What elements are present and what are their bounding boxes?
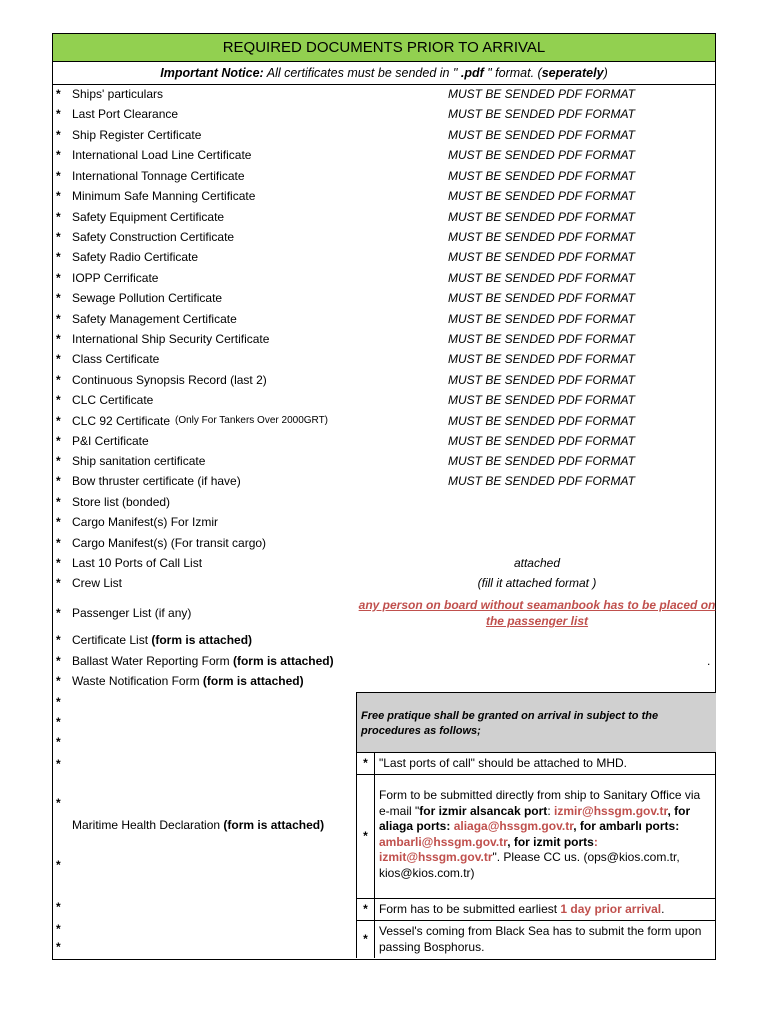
item-label: Cargo Manifest(s) For Izmir — [72, 515, 219, 529]
list-item — [52, 471, 716, 491]
item-label: Last Port Clearance — [72, 107, 179, 121]
list-item — [52, 125, 716, 145]
pdf-format-note: MUST BE SENDED PDF FORMAT — [448, 332, 635, 346]
item-label: Sewage Pollution Certificate — [72, 291, 223, 305]
list-item — [52, 451, 716, 471]
bullet: * — [56, 271, 61, 285]
procedure-row — [357, 921, 716, 958]
bullet: * — [56, 922, 61, 936]
item-label: IOPP Cerrificate — [72, 271, 159, 285]
list-item — [52, 186, 716, 206]
bullet: * — [56, 230, 61, 244]
pdf-format-note: MUST BE SENDED PDF FORMAT — [448, 474, 635, 488]
item-label: CLC Certificate — [72, 393, 154, 407]
bullet: * — [56, 674, 61, 688]
document-title: REQUIRED DOCUMENTS PRIOR TO ARRIVAL — [52, 33, 716, 62]
document-sheet — [52, 33, 716, 959]
procedure-row — [357, 753, 716, 775]
procedure-text: Form to be submitted directly from ship to Sanitary Office via e-mail "for izmir alsancak port: izmir@hssgm.gov.tr, for aliaga ports: aliaga@hssgm.gov.tr, for ambarlı ports: ambarli@hssgm.gov.tr, for izmit ports: izmit@hssgm.gov.tr". Please CC us. (ops@kios.com.tr, kios@kios.com.tr) — [379, 788, 701, 880]
item-label: Waste Notification Form (form is attached) — [72, 674, 304, 688]
item-label: Class Certificate — [72, 352, 160, 366]
bullet: * — [56, 373, 61, 387]
item-label: Certificate List (form is attached) — [72, 633, 253, 647]
pdf-format-note: MUST BE SENDED PDF FORMAT — [448, 393, 635, 407]
list-item — [52, 390, 716, 410]
list-item — [52, 309, 716, 329]
stray-dot: . — [707, 654, 711, 668]
clc92-note: (Only For Tankers Over 2000GRT) — [175, 415, 329, 426]
item-label: Crew List — [72, 576, 123, 590]
list-item — [52, 512, 716, 532]
bullet: * — [56, 128, 61, 142]
item-label: International Load Line Certificate — [72, 148, 252, 162]
procedure-row — [357, 775, 716, 899]
pdf-format-note: MUST BE SENDED PDF FORMAT — [448, 210, 635, 224]
free-pratique-heading: Free pratique shall be granted on arrival in subject to the procedures as follows; — [357, 692, 716, 753]
list-item — [52, 492, 716, 512]
bullet: * — [56, 169, 61, 183]
bullet: * — [56, 695, 61, 709]
bullet: * — [56, 414, 61, 428]
list-item — [52, 104, 716, 124]
item-label: Store list (bonded) — [72, 495, 171, 509]
pdf-format-note: MUST BE SENDED PDF FORMAT — [448, 434, 635, 448]
bullet: * — [56, 858, 61, 872]
passenger-note-text: any person on board without seamanbook has to be placed on the passenger list — [358, 598, 716, 628]
bullet: * — [56, 393, 61, 407]
bullet: * — [56, 515, 61, 529]
item-label: Safety Radio Certificate — [72, 250, 199, 264]
passenger-note — [357, 597, 717, 629]
list-item — [52, 411, 716, 431]
pdf-format-note: MUST BE SENDED PDF FORMAT — [448, 373, 635, 387]
procedure-row — [357, 899, 716, 921]
pdf-format-note: MUST BE SENDED PDF FORMAT — [448, 230, 635, 244]
bullet: * — [56, 735, 61, 749]
list-item — [52, 84, 716, 104]
item-label: Safety Equipment Certificate — [72, 210, 225, 224]
item-label: Last 10 Ports of Call List — [72, 556, 203, 570]
list-item — [52, 247, 716, 267]
pdf-format-note: MUST BE SENDED PDF FORMAT — [448, 414, 635, 428]
bullet: * — [56, 291, 61, 305]
bullet: * — [56, 454, 61, 468]
bullet: * — [56, 757, 61, 771]
list-item — [52, 145, 716, 165]
list-item — [52, 651, 716, 671]
attached-note: attached — [513, 556, 561, 570]
bullet: * — [56, 536, 61, 550]
bullet: * — [56, 352, 61, 366]
bullet: * — [56, 250, 61, 264]
crew-note: (fill it attached format ) — [477, 576, 597, 590]
list-item — [52, 533, 716, 553]
list-item — [52, 268, 716, 288]
notice-text: All certificates must be sended in " — [263, 66, 461, 80]
pdf-format-note: MUST BE SENDED PDF FORMAT — [448, 148, 635, 162]
list-item — [52, 329, 716, 349]
item-label: Bow thruster certificate (if have) — [72, 474, 241, 488]
notice-prefix: Important Notice: — [160, 66, 264, 80]
item-label: Cargo Manifest(s) (For transit cargo) — [72, 536, 267, 550]
bullet: * — [56, 332, 61, 346]
item-label: Minimum Safe Manning Certificate — [72, 189, 256, 203]
pdf-format-note: MUST BE SENDED PDF FORMAT — [448, 312, 635, 326]
bullet: * — [56, 189, 61, 203]
bullet: * — [357, 899, 375, 920]
item-label: Ship sanitation certificate — [72, 454, 206, 468]
list-item — [52, 671, 716, 691]
bullet: * — [56, 606, 61, 620]
notice-format: .pdf — [460, 66, 484, 80]
pdf-format-note: MUST BE SENDED PDF FORMAT — [448, 128, 635, 142]
pdf-format-note: MUST BE SENDED PDF FORMAT — [448, 271, 635, 285]
item-label: Safety Construction Certificate — [72, 230, 235, 244]
item-label: International Tonnage Certificate — [72, 169, 245, 183]
bullet: * — [56, 495, 61, 509]
bullet: * — [56, 654, 61, 668]
item-label: P&I Certificate — [72, 434, 149, 448]
bullet: * — [56, 312, 61, 326]
item-label: Ships' particulars — [72, 87, 163, 101]
procedure-text: Form has to be submitted earliest 1 day prior arrival. — [379, 902, 665, 916]
bullet: * — [56, 107, 61, 121]
bullet: * — [56, 633, 61, 647]
item-label: International Ship Security Certificate — [72, 332, 270, 346]
pdf-format-note: MUST BE SENDED PDF FORMAT — [448, 107, 635, 121]
mhd-label: Maritime Health Declaration (form is attached) — [72, 818, 325, 832]
bullet: * — [56, 900, 61, 914]
bullet: * — [56, 474, 61, 488]
notice-end: ) — [603, 66, 608, 80]
pdf-format-note: MUST BE SENDED PDF FORMAT — [448, 250, 635, 264]
bullet: * — [56, 715, 61, 729]
bullet: * — [56, 576, 61, 590]
list-item — [52, 288, 716, 308]
list-item — [52, 166, 716, 186]
bullet: * — [56, 148, 61, 162]
pdf-format-note: MUST BE SENDED PDF FORMAT — [448, 169, 635, 183]
item-label: CLC 92 Certificate — [72, 414, 171, 428]
free-pratique-box — [356, 692, 716, 958]
pdf-format-note: MUST BE SENDED PDF FORMAT — [448, 291, 635, 305]
pdf-format-note: MUST BE SENDED PDF FORMAT — [448, 454, 635, 468]
bullet: * — [56, 87, 61, 101]
important-notice — [52, 62, 716, 85]
notice-text-2: " format. ( — [483, 66, 542, 80]
list-item — [52, 207, 716, 227]
bullet: * — [56, 556, 61, 570]
item-label: Safety Management Certificate — [72, 312, 237, 326]
pdf-format-note: MUST BE SENDED PDF FORMAT — [448, 189, 635, 203]
bullet: * — [56, 940, 61, 954]
bullet: * — [56, 210, 61, 224]
pdf-format-note: MUST BE SENDED PDF FORMAT — [448, 352, 635, 366]
bullet: * — [56, 796, 61, 810]
notice-separately: seperately — [541, 66, 604, 80]
list-item — [52, 227, 716, 247]
bullet: * — [56, 434, 61, 448]
list-item — [52, 431, 716, 451]
list-item — [52, 349, 716, 369]
procedure-text: Vessel's coming from Black Sea has to submit the form upon passing Bosphorus. — [379, 924, 702, 954]
item-label: Ballast Water Reporting Form (form is attached) — [72, 654, 334, 668]
bullet: * — [357, 921, 375, 958]
item-label: Continuous Synopsis Record (last 2) — [72, 373, 267, 387]
bullet: * — [357, 775, 375, 898]
item-label: Ship Register Certificate — [72, 128, 202, 142]
pdf-format-note: MUST BE SENDED PDF FORMAT — [448, 87, 635, 101]
list-item — [52, 630, 716, 650]
bullet: * — [357, 753, 375, 774]
procedure-text: "Last ports of call" should be attached to MHD. — [379, 756, 627, 770]
list-item — [52, 370, 716, 390]
item-label: Passenger List (if any) — [72, 606, 192, 620]
